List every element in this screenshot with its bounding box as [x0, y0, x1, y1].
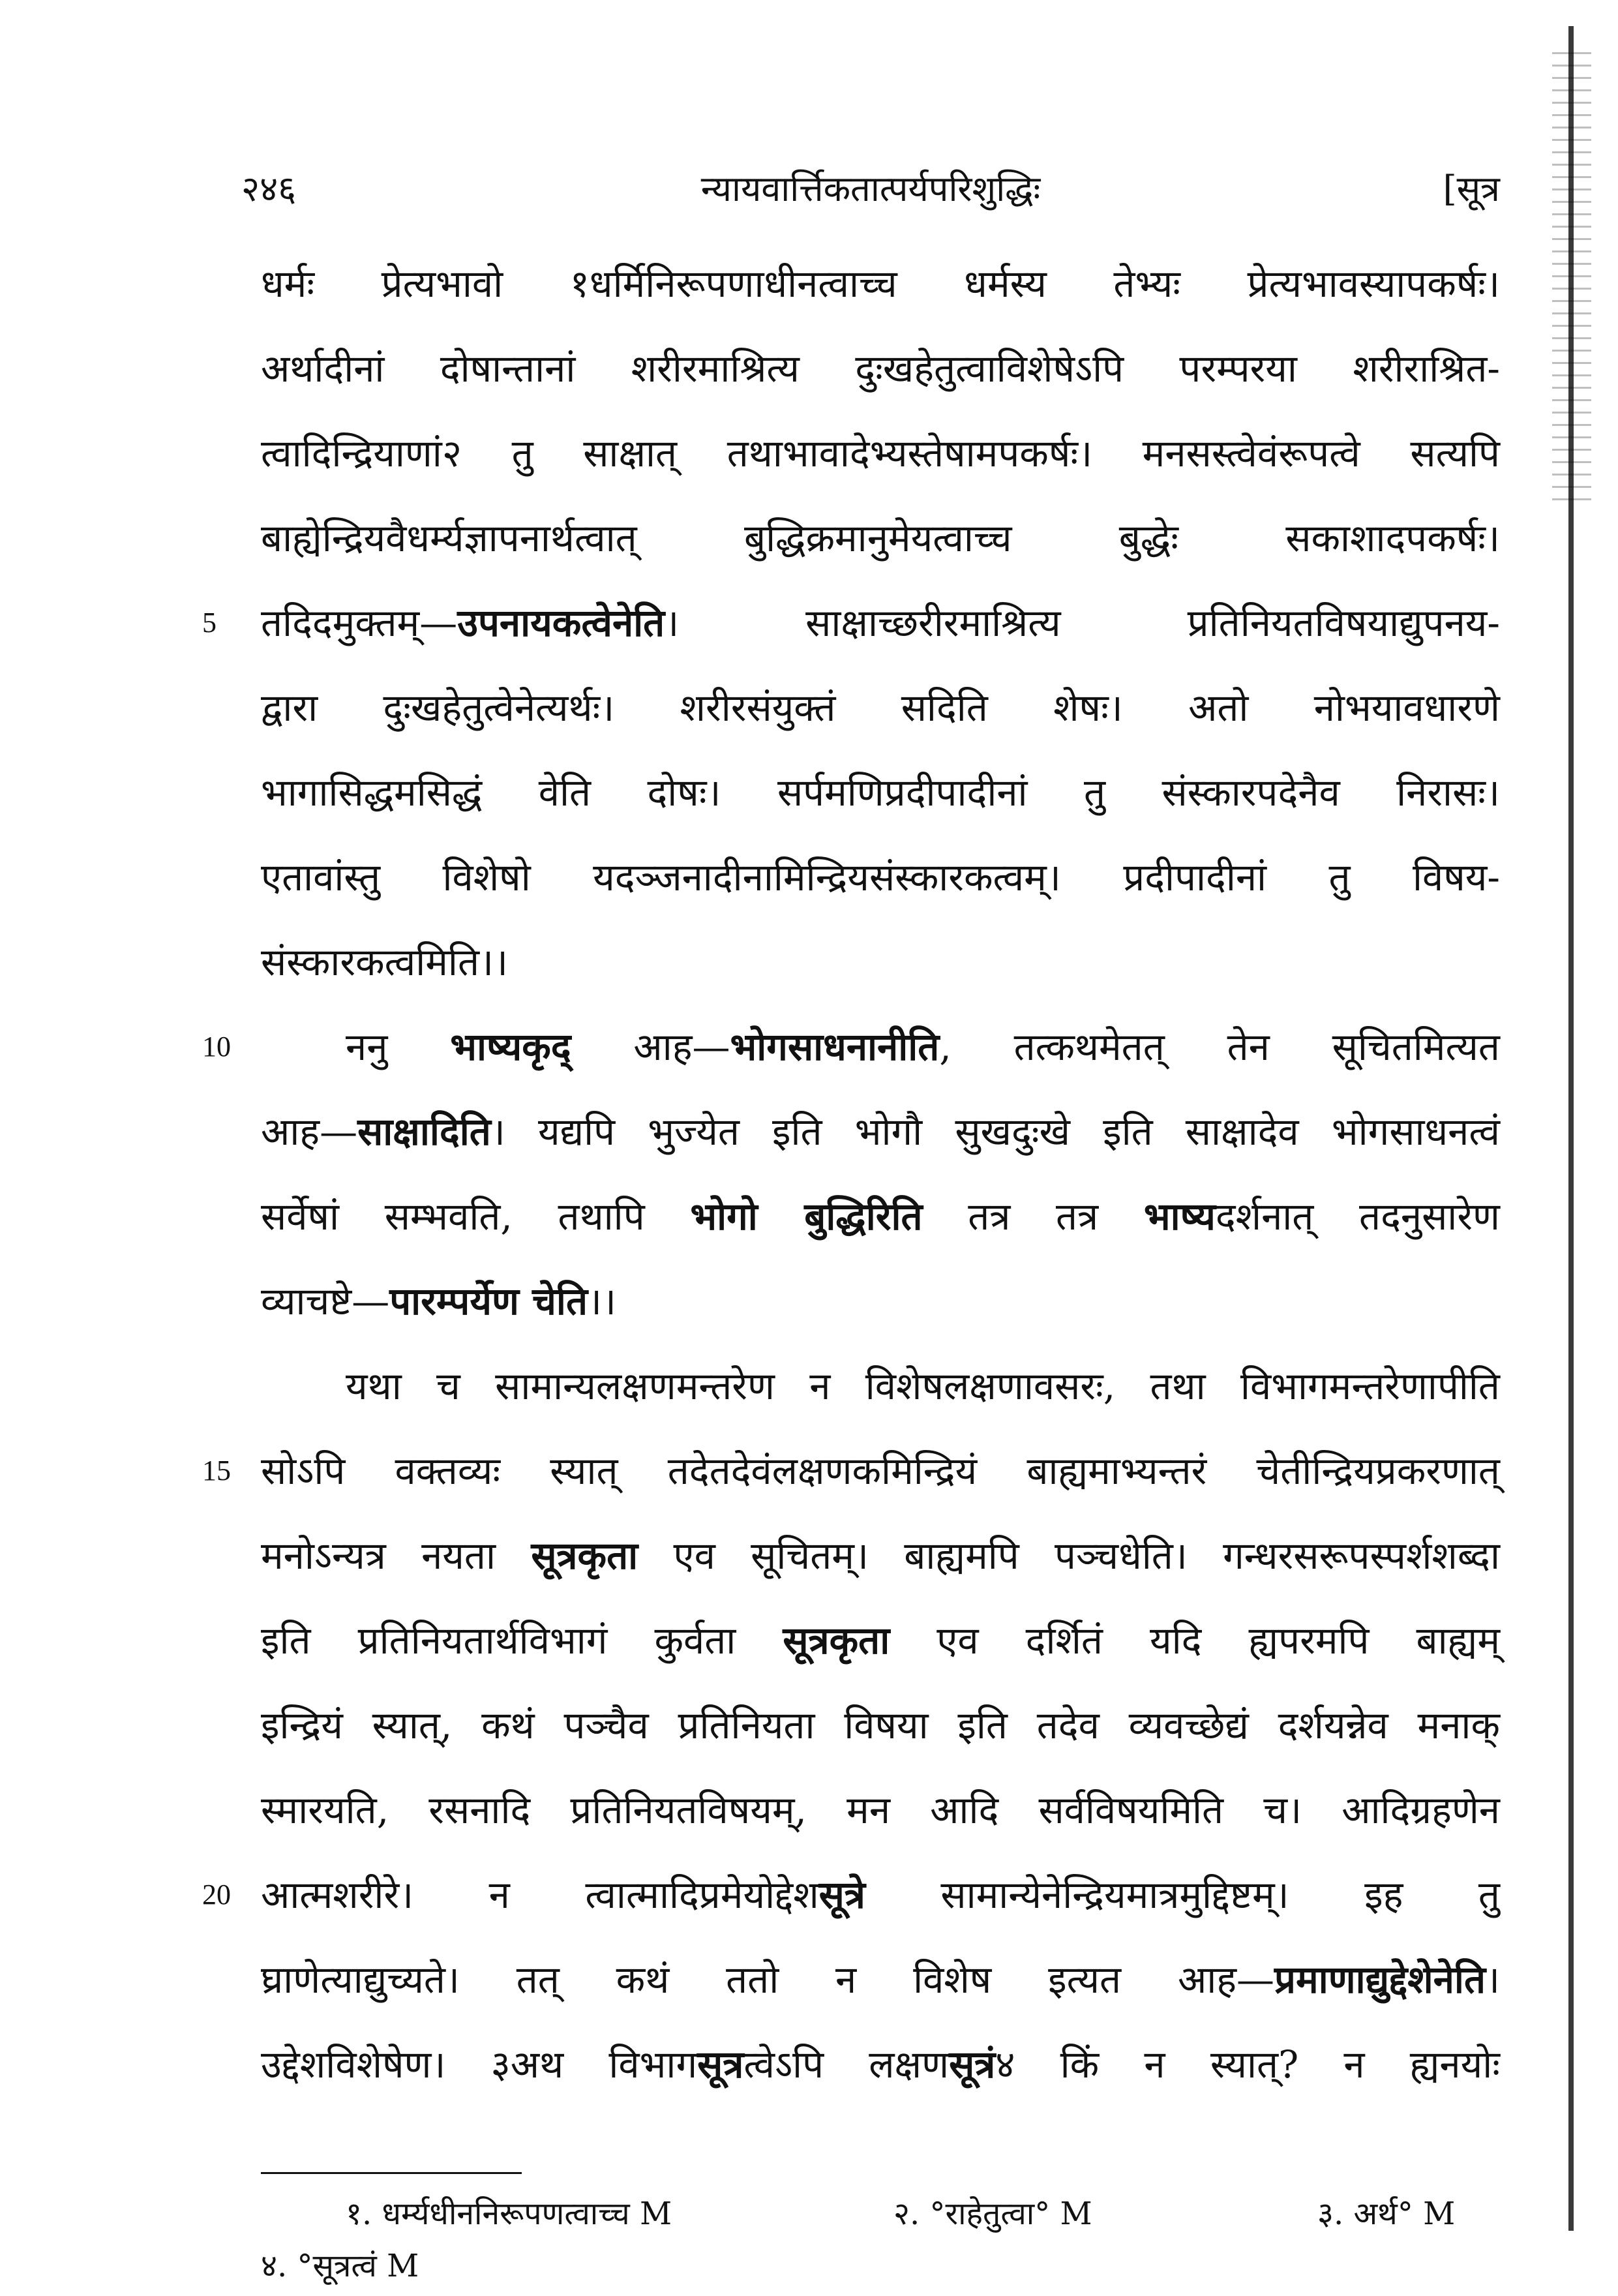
text-segment: एव दर्शितं यदि ह्यपरमपि बाह्यम्: [890, 1618, 1500, 1663]
text-segment: मनोऽन्यत्र नयता: [261, 1533, 532, 1578]
text-segment: द्वारा दुःखहेतुत्वेनेत्यर्थः। शरीरसंयुक्तं सदिति शेषः। अतो नोभयावधारणे: [261, 686, 1500, 730]
bold-term: सूत्रकृता: [531, 1533, 638, 1578]
text-segment: एव सूचितम्। बाह्यमपि पञ्चधेति। गन्धरसरूपस्पर्शशब्दा: [638, 1533, 1500, 1578]
text-segment: सामान्येनेन्द्रियमात्रमुद्दिष्टम्। इह तु: [865, 1873, 1500, 1917]
text-segment: उद्देशविशेषेण। ३अथ विभाग: [261, 2042, 698, 2087]
text-line: [261, 1174, 1500, 1259]
text-line: [261, 411, 1500, 496]
text-segment: त्वादिन्द्रियाणां२ तु साक्षात् तथाभावादेभ्यस्तेषामपकर्षः। मनसस्त्वेवंरूपत्वे सत्यपि: [261, 431, 1500, 476]
text-line: [261, 2022, 1500, 2107]
text-segment: सर्वेषां सम्भवति, तथापि: [261, 1194, 691, 1239]
binding-shadow: [1552, 52, 1591, 509]
main-text: [202, 241, 1500, 2107]
footnote-rule: [261, 2172, 522, 2174]
text-line: [202, 1428, 1500, 1513]
text-segment: यथा च सामान्यलक्षणमन्तरेण न विशेषलक्षणावसरः, तथा विभागमन्तरेणापीति: [346, 1364, 1500, 1408]
page-number: २४६: [241, 168, 297, 209]
text-line: [261, 920, 1500, 1004]
text-line: [261, 665, 1500, 750]
footnote-3: ३. अर्थ° M: [1317, 2196, 1456, 2232]
footnote-row-2: [261, 2244, 1500, 2296]
text-segment: व्याचष्टे—: [261, 1279, 390, 1323]
text-segment: अर्थादीनां दोषान्तानां शरीरमाश्रित्य दुःखहेतुत्वाविशेषेऽपि परम्परया शरीराश्रित-: [261, 346, 1500, 391]
text-line: [261, 326, 1500, 411]
text-segment: दर्शनात् तदनुसारेण: [1215, 1194, 1500, 1239]
footnote-2: २. °राहेतुत्वा° M: [893, 2196, 1092, 2232]
line-number: 5: [202, 607, 217, 639]
section-label: [सूत्र: [1443, 168, 1500, 209]
text-segment: । साक्षाच्छरीरमाश्रित्य प्रतिनियतविषयाद्युपनय-: [665, 601, 1500, 645]
bold-term: भोगसाधनानीति: [730, 1025, 940, 1069]
bold-term: प्रमाणाद्युद्देशेनेति: [1274, 1957, 1486, 2002]
text-segment: धर्मः प्रेत्यभावो १धर्मिनिरूपणाधीनत्वाच्च धर्मस्य तेभ्यः प्रेत्यभावस्यापकर्षः।: [261, 262, 1500, 306]
text-segment: त्वेऽपि लक्षण: [743, 2042, 950, 2087]
text-segment: तदिदमुक्तम्—: [261, 601, 458, 645]
text-line: [261, 835, 1500, 920]
text-line: [261, 1344, 1500, 1428]
text-segment: संस्कारकत्वमिति।।: [261, 940, 508, 984]
text-segment: स्मारयति, रसनादि प्रतिनियतविषयम्, मन आदि सर्वविषयमिति च। आदिग्रहणेन: [261, 1788, 1500, 1832]
text-line: [261, 1259, 1500, 1344]
text-segment: एतावांस्तु विशेषो यदञ्जनादीनामिन्द्रियसंस्कारकत्वम्। प्रदीपादीनां तु विषय-: [261, 855, 1500, 899]
text-line: [261, 1768, 1500, 1852]
text-line: [261, 496, 1500, 581]
running-title: न्यायवार्त्तिकतात्पर्यपरिशुद्धिः: [700, 168, 1041, 209]
bold-term: साक्षादिति: [357, 1110, 491, 1154]
text-segment: । यद्यपि भुज्येत इति भोगौ सुखदुःखे इति साक्षादेव भोगसाधनत्वं: [490, 1110, 1500, 1154]
text-line: [202, 581, 1500, 665]
text-segment: , तत्कथमेतत् तेन सूचितमित्यत: [939, 1025, 1500, 1069]
text-segment: भागासिद्धमसिद्धं वेति दोषः। सर्पमणिप्रदीपादीनां तु संस्कारपदेनैव निरासः।: [261, 770, 1500, 815]
line-number: 20: [202, 1879, 231, 1911]
text-segment: ४ किं न स्यात्? न ह्यनयोः: [995, 2042, 1500, 2087]
text-segment: बाह्येन्द्रियवैधर्म्यज्ञापनार्थत्वात् बुद्धिक्रमानुमेयत्वाच्च बुद्धेः सकाशादपकर्षः।: [261, 516, 1500, 560]
bold-term: सूत्र: [697, 2042, 744, 2087]
bold-term: भोगो बुद्धिरिति: [690, 1194, 923, 1239]
text-segment: इति प्रतिनियतार्थविभागं कुर्वता: [261, 1618, 783, 1663]
text-segment: आत्मशरीरे। न त्वात्मादिप्रमेयोद्देश: [261, 1873, 819, 1917]
bold-term: सूत्रं: [949, 2042, 996, 2087]
bold-term: सूत्रे: [818, 1873, 865, 1917]
text-line: [202, 1852, 1500, 1937]
text-line: [261, 1598, 1500, 1683]
bold-term: भाष्य: [1143, 1194, 1216, 1239]
line-number: 15: [202, 1455, 231, 1487]
bold-term: पारम्पर्येण चेति: [389, 1279, 588, 1323]
footnote-row-1: [261, 2192, 1500, 2244]
text-segment: ननु: [346, 1025, 451, 1069]
bold-term: उपनायकत्वेनेति: [457, 601, 665, 645]
text-line: [261, 1937, 1500, 2022]
text-segment: ।: [1486, 1957, 1500, 2002]
text-segment: ।।: [588, 1279, 616, 1323]
text-segment: इन्द्रियं स्यात्, कथं पञ्चैव प्रतिनियता विषया इति तदेव व्यवच्छेद्यं दर्शयन्नेव मनाक्: [261, 1703, 1500, 1747]
line-number: 10: [202, 1031, 231, 1063]
text-segment: आह—: [261, 1110, 358, 1154]
text-segment: आह—: [571, 1025, 730, 1069]
text-line: [261, 1089, 1500, 1174]
footnote-1: १. धर्म्यधीननिरूपणत्वाच्च M: [346, 2196, 672, 2232]
text-line: [261, 241, 1500, 326]
text-line: [261, 1683, 1500, 1768]
text-line: [261, 1513, 1500, 1598]
text-segment: सोऽपि वक्तव्यः स्यात् तदेतदेवंलक्षणकमिन्द्रियं बाह्यमाभ्यन्तरं चेतीन्द्रियप्रकरणात्: [261, 1449, 1500, 1493]
running-header: [241, 163, 1500, 215]
text-segment: तत्र तत्र: [922, 1194, 1144, 1239]
text-segment: घ्राणेत्याद्युच्यते। तत् कथं ततो न विशेष इत्यत आह—: [261, 1957, 1275, 2002]
bold-term: भाष्यकृद्: [450, 1025, 571, 1069]
text-line: [202, 1004, 1500, 1089]
footnote-4: ४. °सूत्रत्वं M: [261, 2248, 419, 2284]
text-line: [261, 750, 1500, 835]
bold-term: सूत्रकृता: [783, 1618, 890, 1663]
